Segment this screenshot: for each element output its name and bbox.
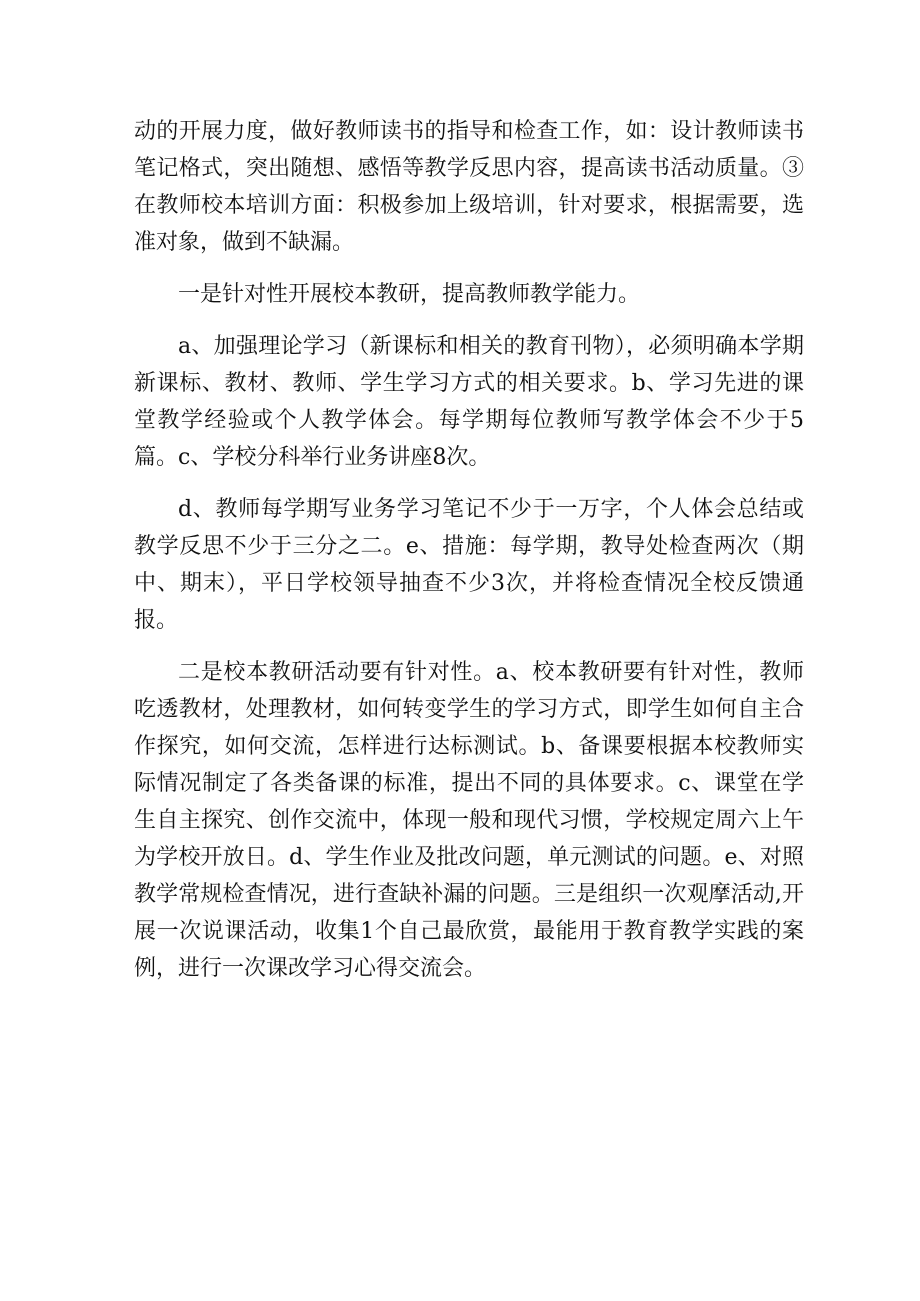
paragraph-3: a、加强理论学习（新课标和相关的教育刊物），必须明确本学期新课标、教材、教师、学生学习方式的相关要求。b、学习先进的课堂教学经验或个人教学体会。每学期每位教师写教学体会不少于5篇。c、学校分科举行业务讲座8次。 bbox=[134, 334, 804, 470]
paragraph-5: 二是校本教研活动要有针对性。a、校本教研要有针对性，教师吃透教材，处理教材，如何转变学生的学习方式，即学生如何自主合作探究，如何交流，怎样进行达标测试。b、备课要根据本校教师实际情况制定了各类备课的标准，提出不同的具体要求。c、课堂在学生自主探究、创作交流中，体现一般和现代习惯，学校规定周六上午为学校开放日。d、学生作业及批改问题，单元测试的问题。e、对照教学常规检查情况，进行查缺补漏的问题。三是组织一次观摩活动,开展一次说课活动，收集1个自己最欣赏，最能用于教育教学实践的案例，进行一次课改学习心得交流会。 bbox=[134, 660, 804, 981]
paragraph-2: 一是针对性开展校本教研，提高教师教学能力。 bbox=[178, 282, 641, 307]
document-body bbox=[134, 113, 804, 1002]
paragraph-4: d、教师每学期写业务学习笔记不少于一万字，个人体会总结或教学反思不少于三分之二。e、措施：每学期，教导处检查两次（期中、期末），平日学校领导抽查不少3次，并将检查情况全校反馈通报。 bbox=[134, 497, 804, 633]
paragraph-1: 动的开展力度，做好教师读书的指导和检查工作，如：设计教师读书笔记格式，突出随想、感悟等教学反思内容，提高读书活动质量。③在教师校本培训方面：积极参加上级培训，针对要求，根据需要，选准对象，做到不缺漏。 bbox=[134, 119, 804, 255]
